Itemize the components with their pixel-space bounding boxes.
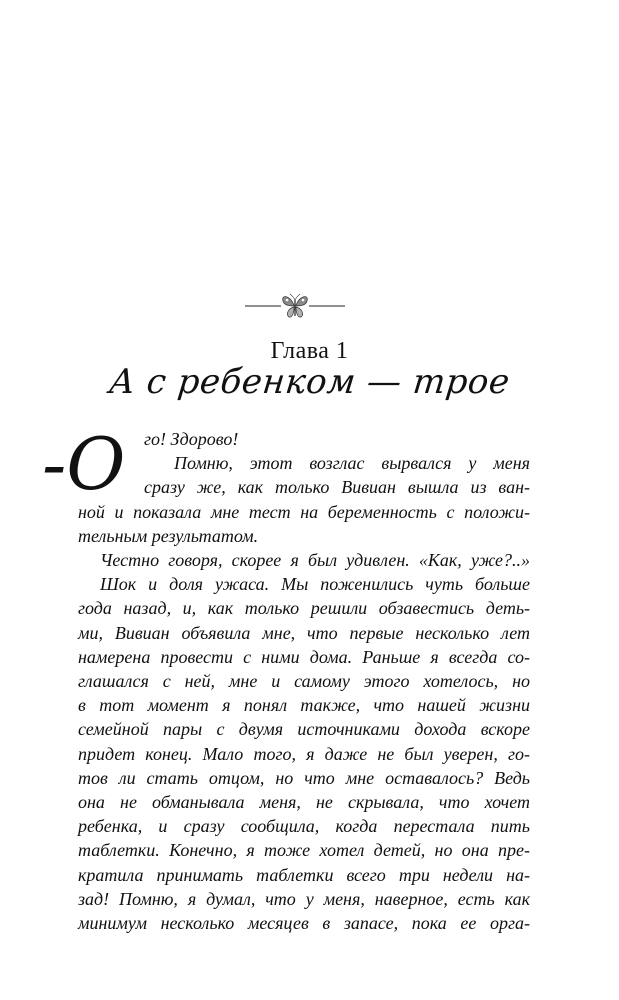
text-line: Честно говоря, скорее я был удивлен. «Как, уже?..» xyxy=(100,550,530,571)
text-line: ной и показала мне тест на беременность с положи- xyxy=(78,501,530,522)
butterfly-icon xyxy=(283,294,308,317)
drop-cap: -О xyxy=(42,422,126,506)
text-line: намерена провести с ними дома. Раньше я всегда со- xyxy=(78,646,530,667)
text-line: сразу же, как только Вивиан вышла из ван- xyxy=(144,477,530,498)
text-line: ми, Вивиан объявила мне, что первые несколько лет xyxy=(78,622,530,643)
text-line: кратила принимать таблетки всего три недели на- xyxy=(78,864,530,885)
chapter-label: Глава 1 xyxy=(270,338,349,364)
chapter-title: А с ребенком — трое xyxy=(107,362,512,402)
text-line: зад! Помню, я думал, что у меня, наверное, есть как xyxy=(78,888,530,909)
text-line: го! Здорово! xyxy=(144,429,239,449)
text-line: Помню, этот возглас вырвался у меня xyxy=(174,453,530,474)
text-line: тов ли стать отцом, но что мне оставалось? Ведь xyxy=(78,767,530,788)
body-text xyxy=(78,427,530,935)
text-line: Шок и доля ужаса. Мы поженились чуть больше xyxy=(100,574,530,595)
text-line: она не обманывала меня, не скрывала, что хочет xyxy=(78,792,530,813)
text-line: в тот момент я понял также, что нашей жизни xyxy=(78,695,530,716)
chapter-ornament xyxy=(245,292,345,320)
text-line: ребенка, и сразу сообщила, когда перестала пить xyxy=(78,816,530,837)
text-line: минимум несколько месяцев в запасе, пока ее орга- xyxy=(78,913,530,934)
text-line: таблетки. Конечно, я тоже хотел детей, но она пре- xyxy=(78,840,530,861)
text-line: глашался с ней, мне и самому этого хотелось, но xyxy=(78,671,530,692)
text-line: семейной пары с двумя источниками дохода вскоре xyxy=(78,719,530,740)
text-line: года назад, и, как только решили обзавестись деть- xyxy=(78,598,530,619)
text-line: придет конец. Мало того, я даже не был уверен, го- xyxy=(78,743,530,764)
text-line: тельным результатом. xyxy=(78,525,259,546)
